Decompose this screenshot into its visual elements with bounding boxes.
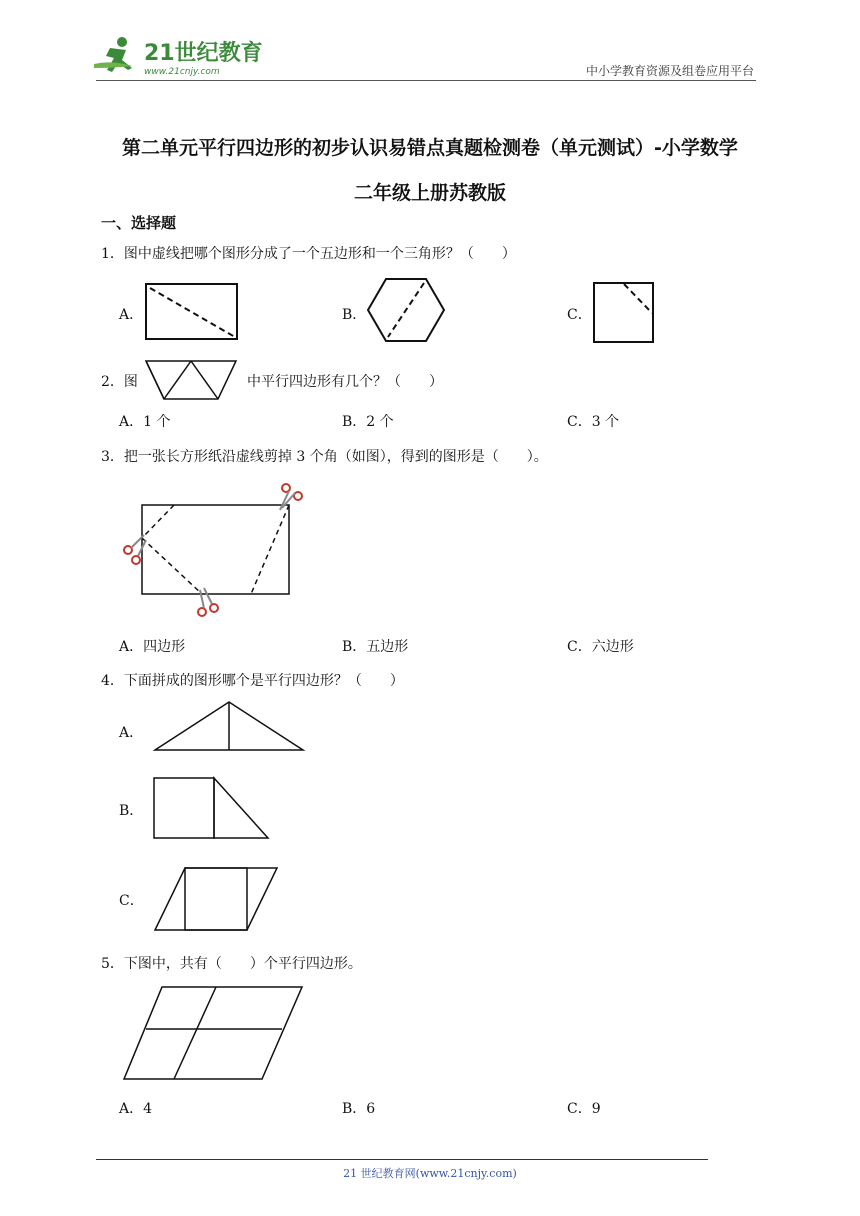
- q1-square-figure: [592, 281, 656, 345]
- logo-text: 21世纪教育: [144, 41, 263, 66]
- q4-square-triangle-figure: [152, 776, 272, 840]
- logo-21cnjy: [92, 34, 262, 80]
- question-3-stem: 3．把一张长方形纸沿虚线剪掉 3 个角（如图），得到的图形是（ ）。: [101, 449, 548, 465]
- question-2-stem-post: 中平行四边形有几个？（ ）: [247, 374, 443, 390]
- question-1-stem: 1．图中虚线把哪个图形分成了一个五边形和一个三角形？（ ）: [101, 246, 516, 262]
- q2-option-c: C．3 个: [567, 414, 620, 430]
- q1-rectangle-figure: [144, 282, 240, 342]
- q5-option-b: B．6: [342, 1101, 376, 1117]
- q1-hexagon-figure: [366, 277, 446, 347]
- q4-option-a: A．: [119, 725, 144, 741]
- question-4-stem: 4．下面拼成的图形哪个是平行四边形？（ ）: [101, 673, 404, 689]
- q5-parallelogram-grid-figure: [122, 985, 304, 1081]
- q4-triangle-figure: [153, 700, 305, 752]
- platform-label: 中小学教育资源及组卷应用平台: [585, 64, 754, 78]
- q1-option-c: C．: [567, 307, 592, 323]
- scissors-icon: [280, 484, 302, 510]
- q5-option-a: A．4: [119, 1101, 153, 1117]
- page-title-line2: 二年级上册苏教版: [353, 182, 506, 204]
- page-title-line1: 第二单元平行四边形的初步认识易错点真题检测卷（单元测试）-小学数学: [122, 137, 738, 159]
- question-2-stem-pre: 2．图: [101, 374, 138, 390]
- q5-option-c: C．9: [567, 1101, 601, 1117]
- q4-option-c: C．: [119, 893, 144, 909]
- footer-divider: [96, 1159, 708, 1160]
- scissors-icon: [198, 588, 218, 616]
- q1-option-a: A．: [119, 307, 144, 323]
- q3-option-b: B．五边形: [342, 639, 409, 655]
- q2-option-b: B．2 个: [342, 414, 394, 430]
- logo-url: www.21cnjy.com: [144, 67, 220, 77]
- header-divider: [96, 80, 756, 81]
- footer-link[interactable]: 21 世纪教育网(www.21cnjy.com): [343, 1167, 517, 1180]
- q4-option-b: B．: [119, 803, 144, 819]
- q3-option-a: A．四边形: [119, 639, 186, 655]
- q3-cut-rectangle-figure: [118, 478, 308, 623]
- question-5-stem: 5．下图中，共有（ ）个平行四边形。: [101, 956, 362, 972]
- q2-option-a: A．1 个: [119, 414, 171, 430]
- q3-option-c: C．六边形: [567, 639, 634, 655]
- q2-triangles-figure: [144, 359, 238, 401]
- q1-option-b: B．: [342, 307, 367, 323]
- q4-parallelogram-figure: [153, 866, 279, 932]
- section-heading: 一、选择题: [101, 214, 177, 232]
